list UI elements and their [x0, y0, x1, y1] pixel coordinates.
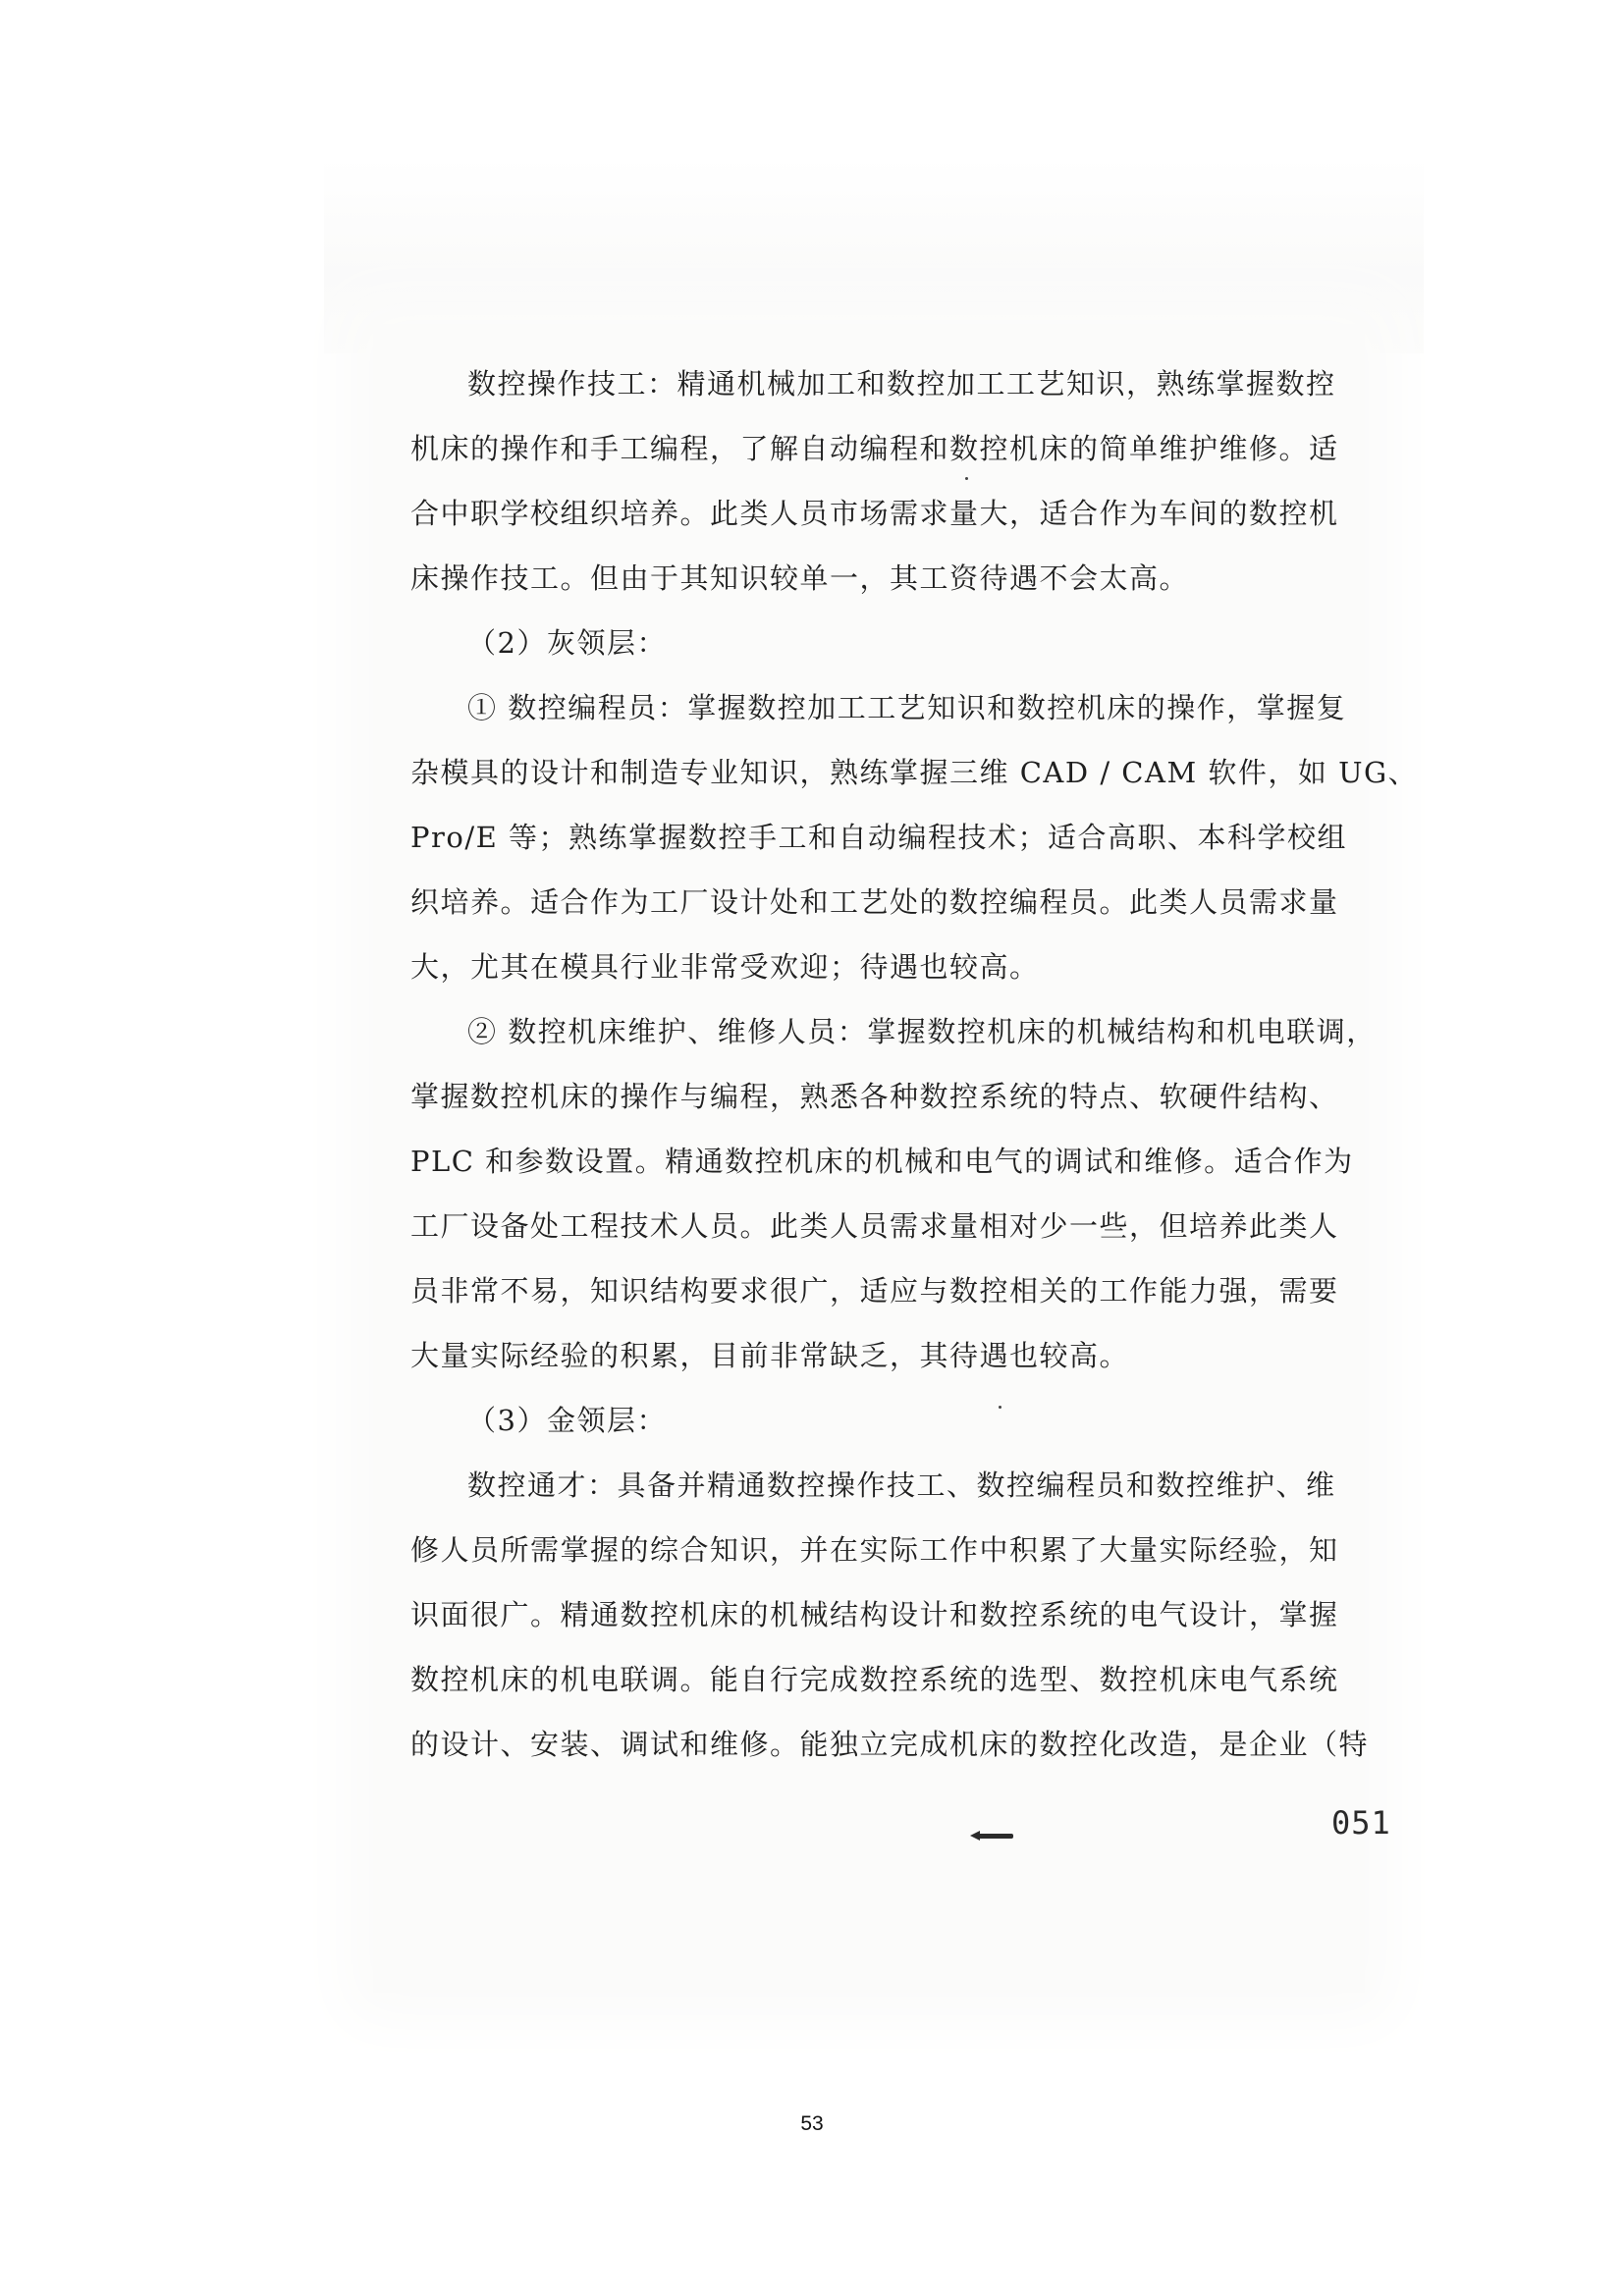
section-heading-gold-collar: （3）金领层：	[467, 1404, 667, 1437]
scan-page-number: 051	[1331, 1804, 1391, 1842]
scan-speck	[999, 1406, 1001, 1409]
text-line: 掌握数控机床的操作与编程，熟悉各种数控系统的特点、软硬件结构、	[410, 1080, 1339, 1113]
text-line: 织培养。适合作为工厂设计处和工艺处的数控编程员。此类人员需求量	[410, 885, 1339, 919]
text-line: 数控操作技工：精通机械加工和数控加工工艺知识，熟练掌握数控	[467, 367, 1336, 400]
scan-speck	[965, 477, 968, 480]
text-line: ② 数控机床维护、维修人员：掌握数控机床的机械结构和机电联调，	[467, 1015, 1377, 1048]
text-line: 大量实际经验的积累，目前非常缺乏，其待遇也较高。	[410, 1339, 1130, 1372]
text-line: Pro/E 等；熟练掌握数控手工和自动编程技术；适合高职、本科学校组	[410, 821, 1347, 854]
text-line: 合中职学校组织培养。此类人员市场需求量大，适合作为车间的数控机	[410, 497, 1339, 530]
body-text	[410, 351, 1419, 1777]
arrow-mark-icon	[978, 1834, 1013, 1839]
text-line: 员非常不易，知识结构要求很广，适应与数控相关的工作能力强，需要	[410, 1274, 1339, 1308]
text-line: 修人员所需掌握的综合知识，并在实际工作中积累了大量实际经验，知	[410, 1533, 1339, 1567]
text-line: 机床的操作和手工编程，了解自动编程和数控机床的简单维护维修。适	[410, 432, 1339, 465]
text-line: PLC 和参数设置。精通数控机床的机械和电气的调试和维修。适合作为	[410, 1145, 1354, 1178]
footer-page-number: 53	[800, 2112, 824, 2135]
text-line: 识面很广。精通数控机床的机械结构设计和数控系统的电气设计，掌握	[410, 1598, 1339, 1631]
text-line: 工厂设备处工程技术人员。此类人员需求量相对少一些，但培养此类人	[410, 1209, 1339, 1243]
section-heading-gray-collar: （2）灰领层：	[467, 626, 667, 660]
text-line: 床操作技工。但由于其知识较单一，其工资待遇不会太高。	[410, 561, 1190, 595]
text-line: 大，尤其在模具行业非常受欢迎；待遇也较高。	[410, 950, 1040, 984]
text-line: ① 数控编程员：掌握数控加工工艺知识和数控机床的操作，掌握复	[467, 691, 1347, 724]
text-line: 数控机床的机电联调。能自行完成数控系统的选型、数控机床电气系统	[410, 1663, 1339, 1696]
text-line: 的设计、安装、调试和维修。能独立完成机床的数控化改造，是企业（特	[410, 1728, 1370, 1761]
text-line: 数控通才：具备并精通数控操作技工、数控编程员和数控维护、维	[467, 1468, 1336, 1502]
text-line: 杂模具的设计和制造专业知识，熟练掌握三维 CAD / CAM 软件，如 UG、	[410, 756, 1419, 789]
